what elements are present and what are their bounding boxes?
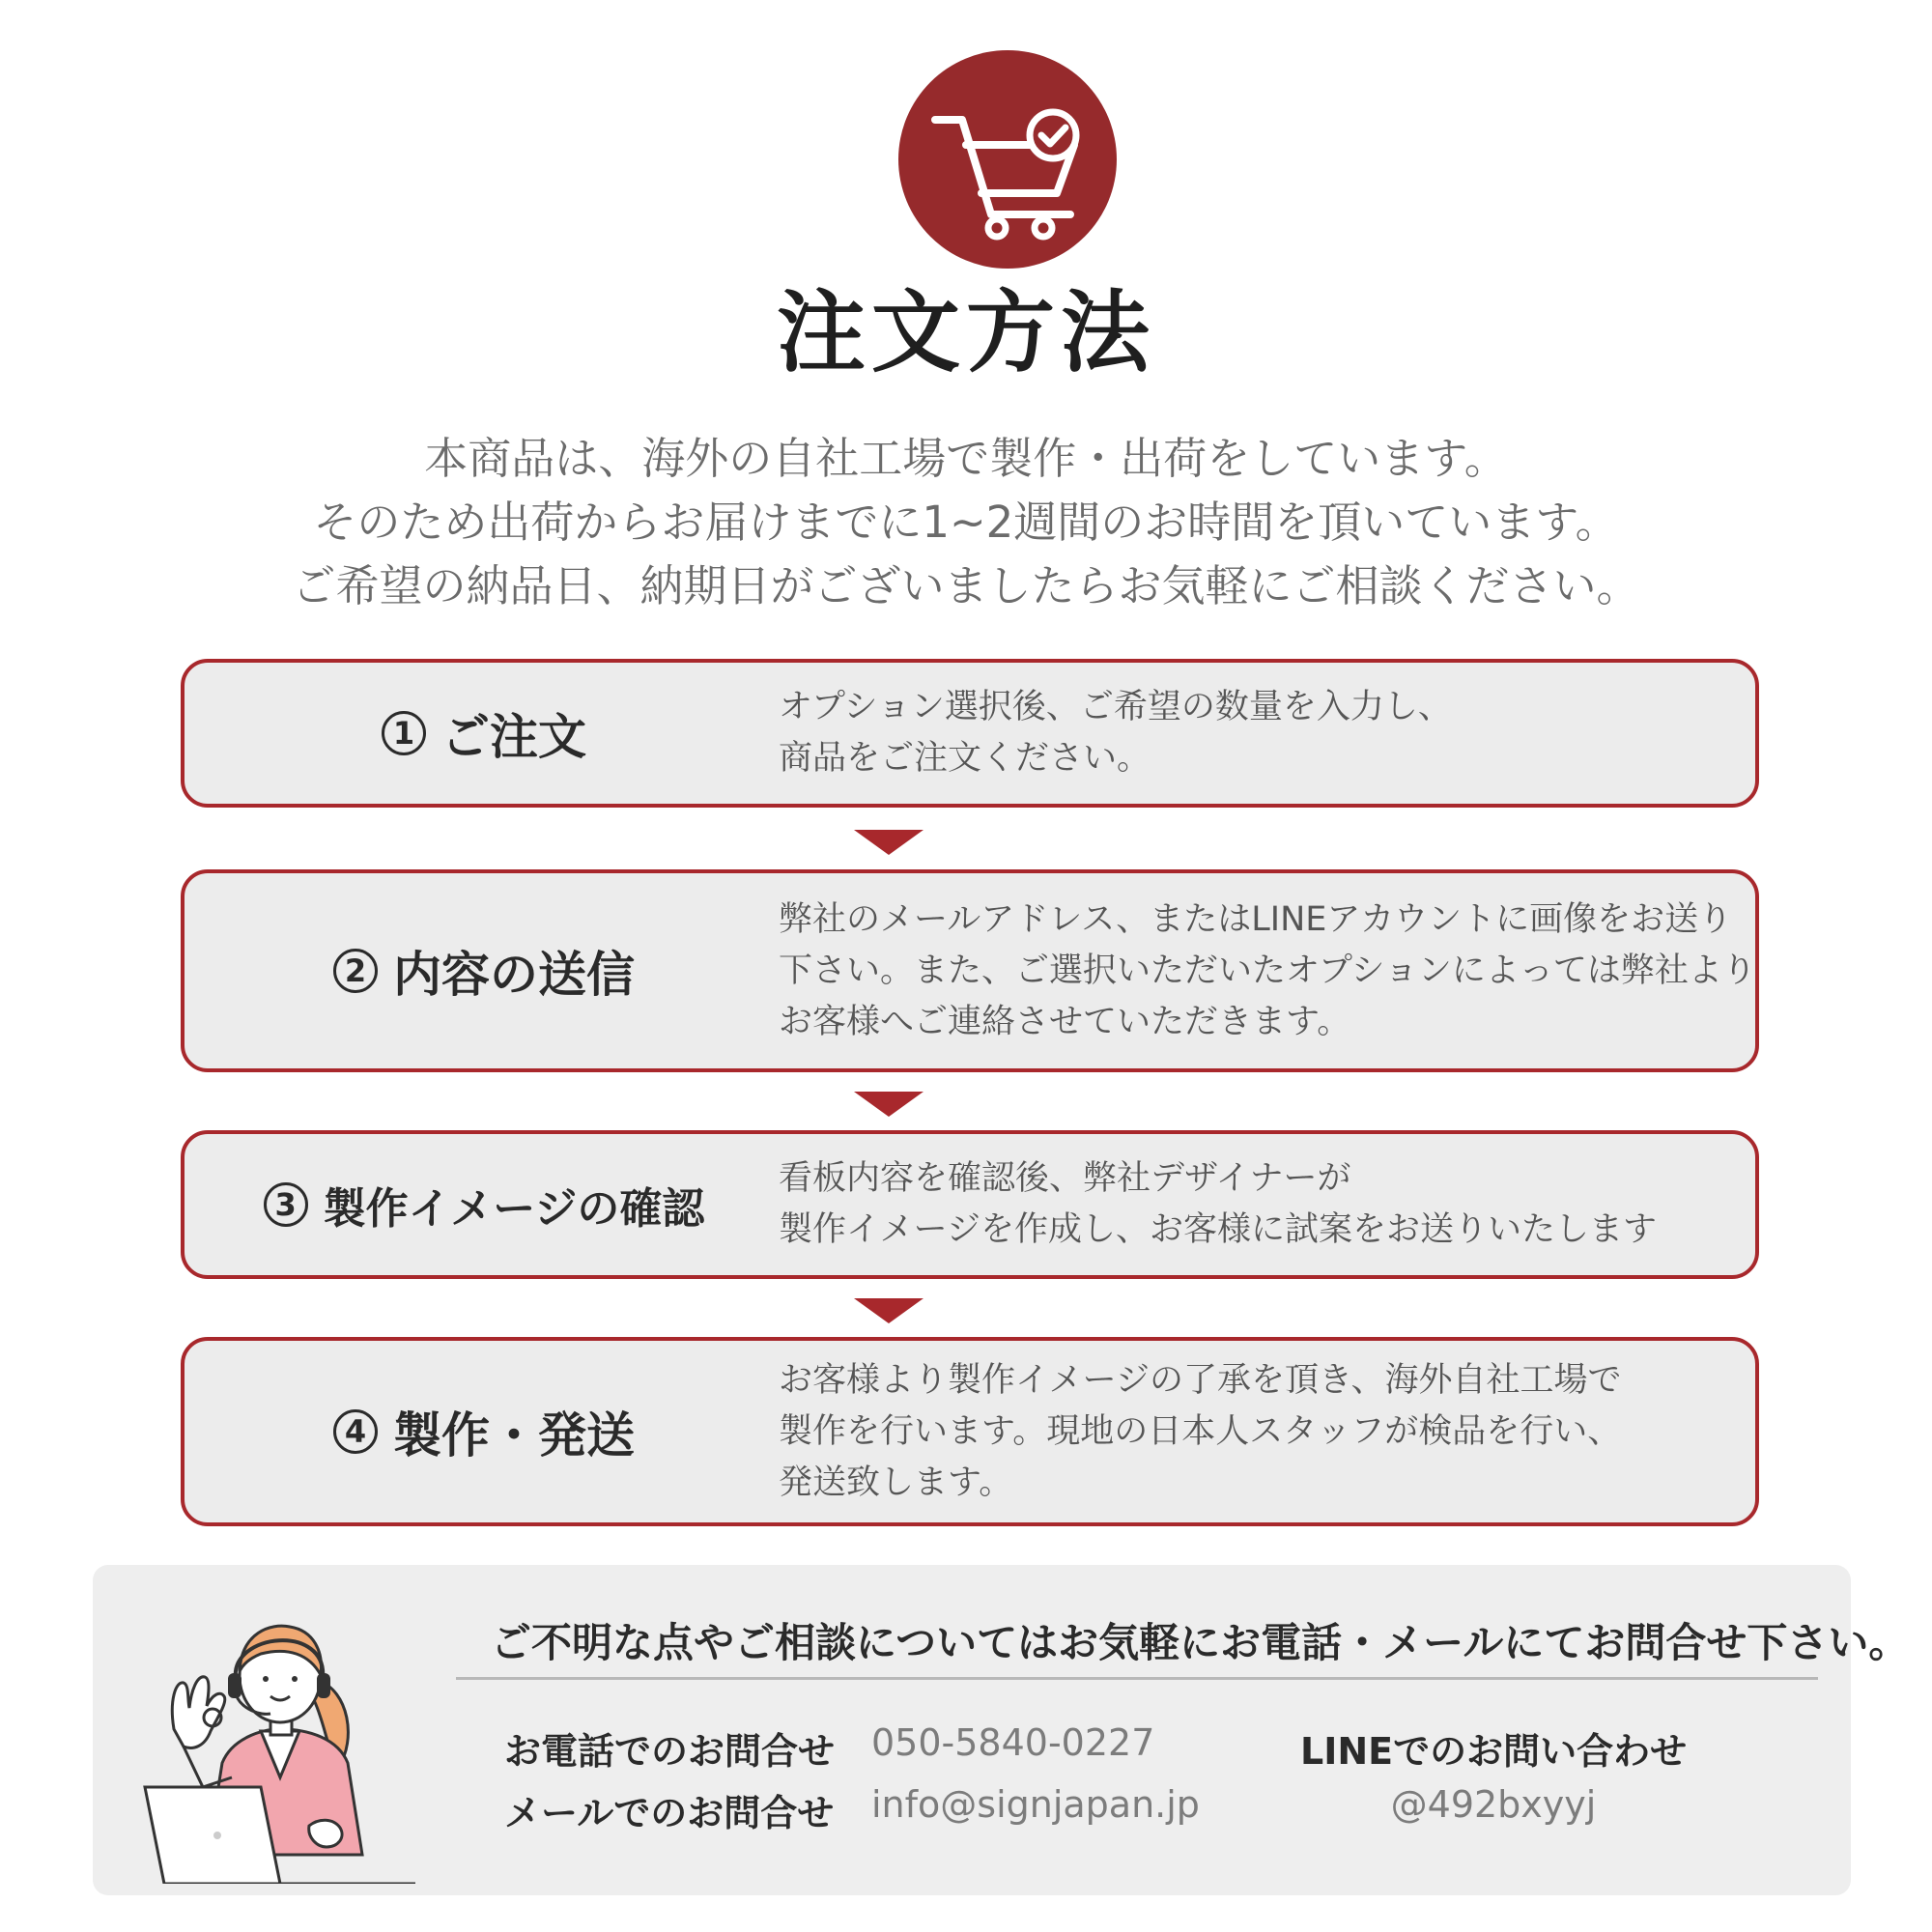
step-desc-line: 商品をご注文ください。 [779, 739, 1151, 778]
page-title: 注文方法 [776, 281, 1155, 384]
step-title-text: 製作イメージの確認 [323, 1184, 705, 1234]
step-title-text: ご注文 [441, 709, 586, 765]
email-link[interactable]: info@signjapan.jp [871, 1783, 1200, 1826]
intro-line: ご希望の納品日、納期日がございましたらお気軽にご相談ください。 [292, 560, 1640, 611]
line-id-link[interactable]: @492bxyyj [1390, 1783, 1597, 1826]
contact-panel [93, 1565, 1910, 1895]
step-desc-line: 製作を行います。現地の日本人スタッフが検品を行い、 [779, 1411, 1622, 1451]
step-production-shipping [181, 1337, 1759, 1526]
intro-text [0, 427, 1932, 618]
step-number-badge: 3 [264, 1182, 308, 1227]
phone-number-link[interactable]: 050-5840-0227 [871, 1721, 1155, 1764]
arrow-down-icon [854, 1092, 923, 1117]
mail-label: メールでのお問合せ [504, 1792, 835, 1834]
step-description [779, 1341, 1726, 1522]
step-desc-line: お客様へご連絡させていただきます。 [779, 1002, 1351, 1041]
arrow-down-icon [854, 1298, 923, 1323]
step-description [779, 873, 1756, 1068]
step-order [181, 659, 1759, 808]
step-desc-line: オプション選択後、ご希望の数量を入力し、 [779, 688, 1452, 726]
step-desc-line: 弊社のメールアドレス、またはLINEアカウントに画像をお送り [779, 899, 1733, 939]
step-title [185, 1134, 783, 1275]
step-desc-line: 下さい。また、ご選択いただいたオプションによっては弊社より [779, 951, 1756, 990]
step-design-confirm [181, 1130, 1759, 1279]
step-desc-line: 製作イメージを作成し、お客様に試案をお送りいたします [779, 1210, 1657, 1249]
step-send-content [181, 869, 1759, 1072]
step-description [779, 663, 1726, 804]
step-title [185, 663, 783, 804]
step-title [185, 1341, 783, 1522]
intro-line: 本商品は、海外の自社工場で製作・出荷をしています。 [424, 433, 1508, 484]
step-desc-line: 発送致します。 [779, 1463, 1013, 1502]
step-title [185, 873, 783, 1068]
step-number-badge: 1 [382, 711, 426, 755]
arrow-down-icon [854, 830, 923, 855]
step-number-badge: 2 [333, 949, 378, 993]
intro-line: そのため出荷からお届けまでに1~2週間のお時間を頂いています。 [313, 497, 1619, 548]
step-desc-line: お客様より製作イメージの了承を頂き、海外自社工場で [779, 1360, 1622, 1400]
line-label: LINEでのお問い合わせ [1300, 1730, 1688, 1773]
step-description [779, 1134, 1726, 1275]
step-number-badge: 4 [333, 1409, 378, 1454]
divider [456, 1677, 1818, 1680]
step-desc-line: 看板内容を確認後、弊社デザイナーが [779, 1159, 1351, 1198]
contact-heading: ご不明な点やご相談についてはお気軽にお電話・メールにてお問合せ下さい。 [491, 1619, 1910, 1666]
phone-label: お電話でのお問合せ [504, 1730, 836, 1773]
shopping-cart-check-icon [898, 50, 1117, 269]
step-title-text: 内容の送信 [393, 947, 635, 1003]
support-operator-illustration [116, 1594, 435, 1884]
step-title-text: 製作・発送 [393, 1407, 635, 1463]
